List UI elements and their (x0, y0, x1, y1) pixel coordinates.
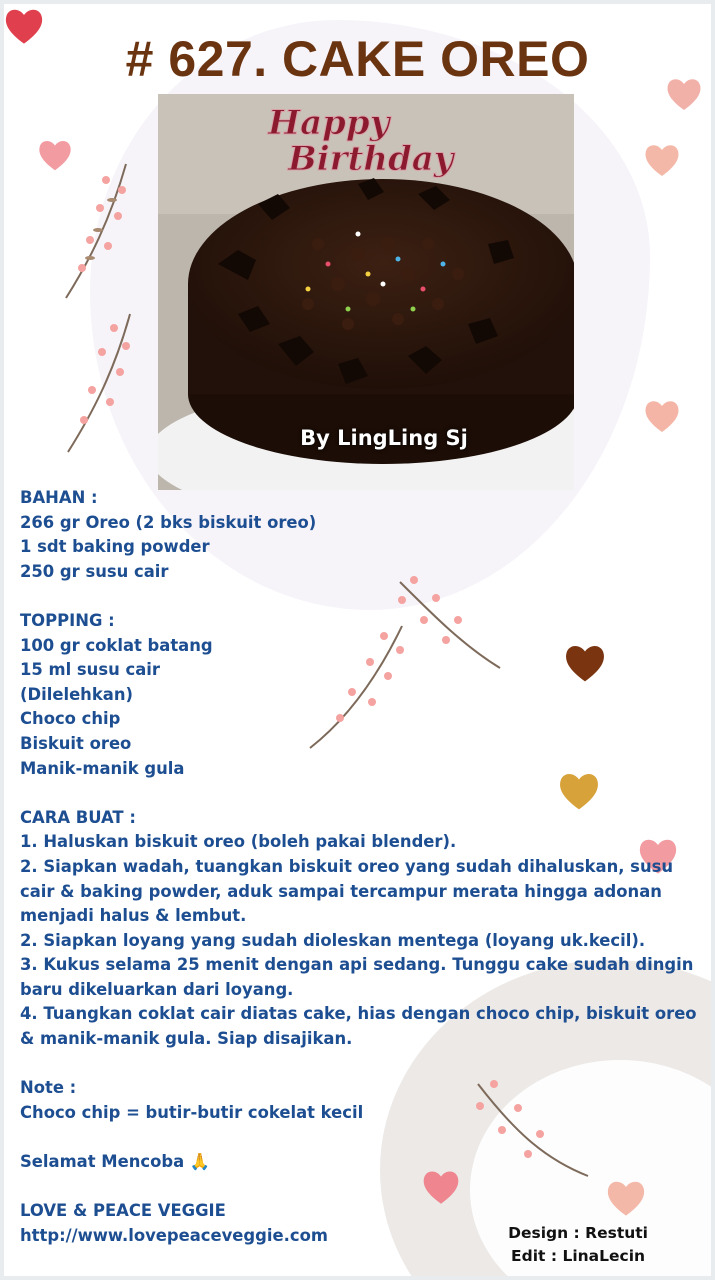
ingredient-item: 266 gr Oreo (2 bks biskuit oreo) (20, 512, 317, 532)
topping-heading: TOPPING : (20, 610, 115, 630)
website-link[interactable]: http://www.lovepeaceveggie.com (20, 1225, 328, 1245)
step-item: 3. Kukus selama 25 menit dengan api sedang. Tunggu cake sudah dingin baru dikeluarkan dari loyang. (20, 955, 700, 999)
closing-section (20, 1150, 700, 1175)
heart-icon (642, 140, 682, 180)
topping-item: 15 ml susu cair (20, 660, 160, 680)
recipe-body (20, 486, 703, 1248)
recipe-title: # 627. CAKE OREO (125, 31, 590, 87)
cara-buat-heading: CARA BUAT : (20, 807, 136, 827)
topping-item: Choco chip (20, 709, 121, 729)
topping-item: (Dilelehkan) (20, 684, 133, 704)
topping-item: 100 gr coklat batang (20, 635, 213, 655)
bahan-section (20, 486, 700, 584)
step-item: 4. Tuangkan coklat cair diatas cake, hias dengan choco chip, biskuit oreo & manik-manik gula. Siap disajikan. (20, 1004, 703, 1049)
bahan-heading: BAHAN : (20, 488, 98, 507)
heart-icon (642, 396, 682, 436)
cake-topper-line2: Birthday (288, 139, 454, 179)
topping-section (20, 609, 700, 781)
step-item: 2. Siapkan loyang yang sudah dioleskan mentega (loyang uk.kecil). (20, 930, 646, 950)
photo-credit: By LingLing Sj (300, 426, 468, 450)
flower-branch-icon (60, 160, 140, 300)
topping-item: Biskuit oreo (20, 733, 132, 753)
closing-text: Selamat Mencoba 🙏 (20, 1152, 211, 1172)
step-item: 2. Siapkan wadah, tuangkan biskuit oreo yang sudah dihaluskan, susu cair & baking powder, aduk sampai tercampur merata hingga adonan menjadi halus & lembut. (20, 856, 679, 926)
ingredient-item: 1 sdt baking powder (20, 537, 210, 557)
step-item: 1. Haluskan biskuit oreo (boleh pakai blender). (20, 832, 457, 852)
note-heading: Note : (20, 1078, 77, 1098)
ingredient-item: 250 gr susu cair (20, 561, 169, 581)
note-text: Choco chip = butir-butir cokelat kecil (20, 1102, 364, 1122)
cara-buat-section (20, 806, 703, 1052)
cake-topper-line1: Happy (268, 103, 390, 143)
topping-item: Manik-manik gula (20, 758, 185, 778)
flower-branch-icon (64, 310, 144, 456)
brand-name: LOVE & PEACE VEGGIE (20, 1201, 226, 1221)
edit-by: Edit : LinaLecin (511, 1247, 646, 1265)
design-by: Design : Restuti (508, 1224, 648, 1242)
design-credits (508, 1222, 648, 1268)
note-section (20, 1076, 700, 1125)
cake-photo (158, 94, 574, 490)
